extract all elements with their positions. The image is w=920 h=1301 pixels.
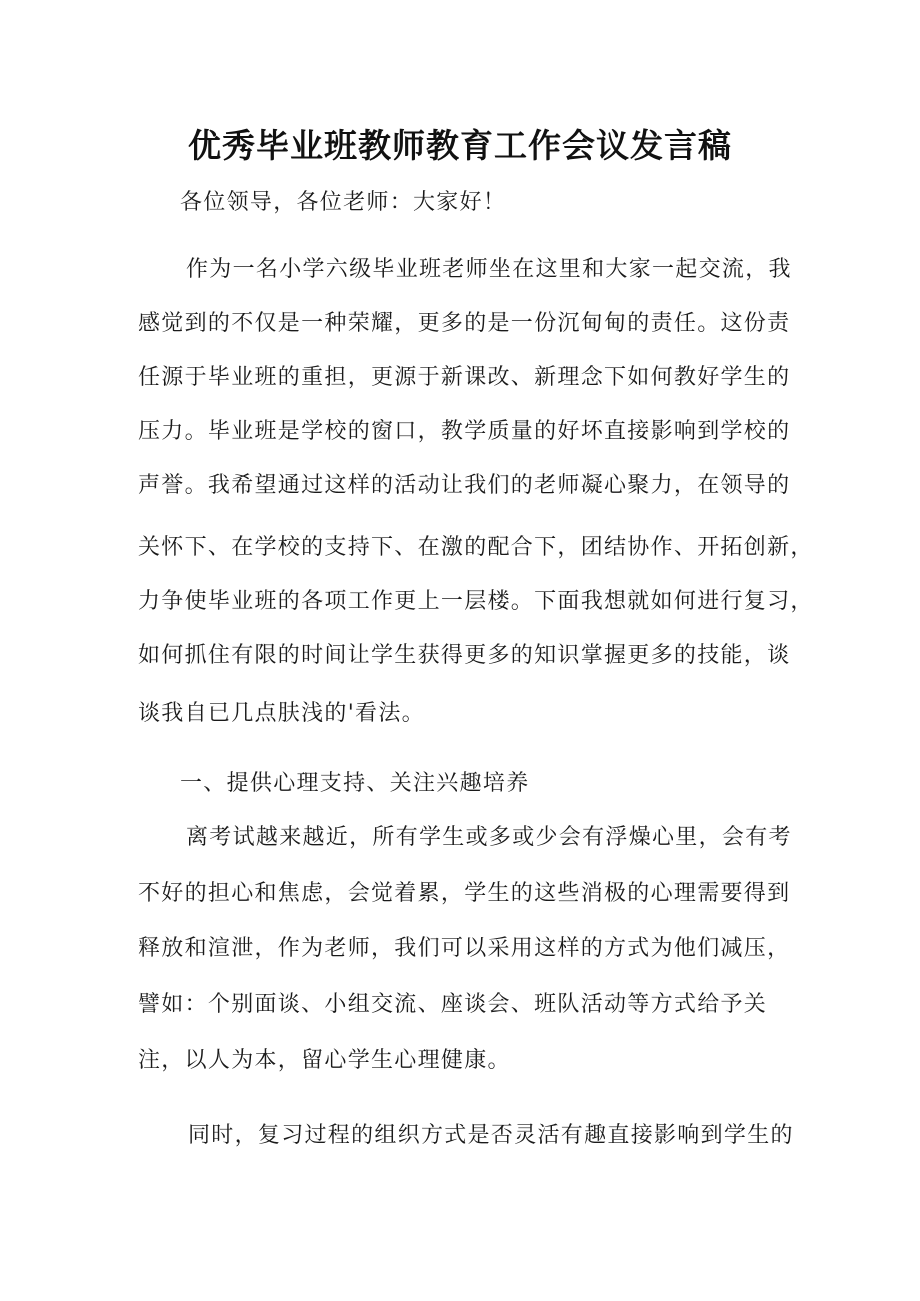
paragraph-2-line: 譬如：个别面谈、小组交流、座谈会、班队活动等方式给予关 — [138, 992, 768, 1017]
paragraph-3-line: 同时，复习过程的组织方式是否灵活有趣直接影响到学生的 — [188, 1123, 794, 1148]
paragraph-1-line: 压力。毕业班是学校的窗口，教学质量的好坏直接影响到学校的 — [138, 419, 791, 444]
paragraph-2-line: 注，以人为本，留心学生心理健康。 — [138, 1048, 511, 1073]
section-1-heading: 一、提供心理支持、关注兴趣培养 — [180, 771, 530, 796]
paragraph-1-line: 如何抓住有限的时间让学生获得更多的知识掌握更多的技能，谈 — [138, 643, 791, 668]
paragraph-1-line: 任源于毕业班的重担，更源于新课改、新理念下如何教好学生的 — [138, 365, 791, 390]
paragraph-2-line: 离考试越来越近，所有学生或多或少会有浮燥心里，会有考 — [186, 825, 792, 850]
paragraph-1-line: 声誉。我希望通过这样的活动让我们的老师凝心聚力，在领导的 — [138, 473, 791, 498]
paragraph-2-line: 不好的担心和焦虑，会觉着累，学生的这些消极的心理需要得到 — [138, 881, 791, 906]
paragraph-1-line: 谈我自已几点肤浅的'看法。 — [138, 701, 425, 726]
document-title: 优秀毕业班教师教育工作会议发言稿 — [188, 126, 732, 165]
paragraph-1-line: 力争使毕业班的各项工作更上一层楼。下面我想就如何进行复习， — [138, 589, 814, 614]
paragraph-1-line: 感觉到的不仅是一种荣耀，更多的是一份沉甸甸的责任。这份责 — [138, 311, 791, 336]
paragraph-1-line: 关怀下、在学校的支持下、在激的配合下，团结协作、开拓创新， — [138, 535, 814, 560]
salutation: 各位领导，各位老师：大家好！ — [180, 190, 507, 215]
paragraph-1-line: 作为一名小学六级毕业班老师坐在这里和大家一起交流，我 — [186, 257, 792, 282]
paragraph-2-line: 释放和渲泄，作为老师，我们可以采用这样的方式为他们减压， — [138, 936, 791, 961]
